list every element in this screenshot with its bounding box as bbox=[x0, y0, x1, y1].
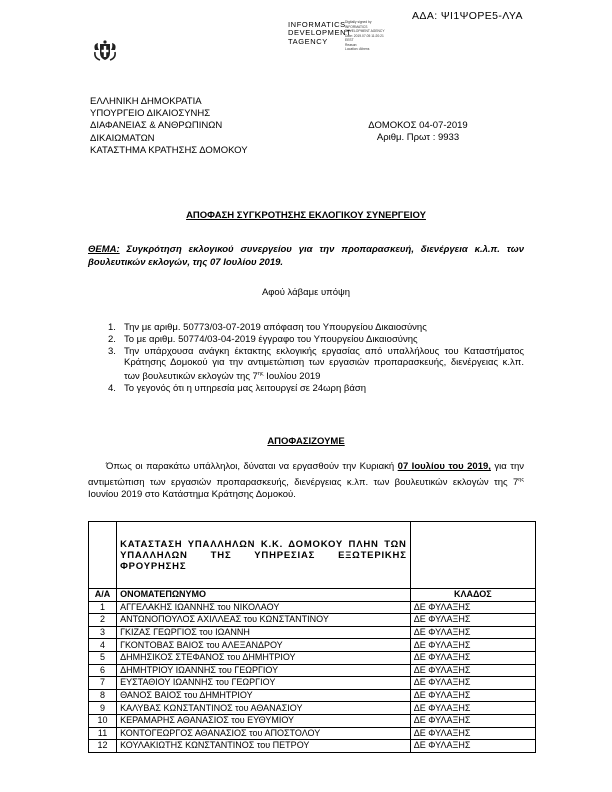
table-cell: ΔΕ ΦΥΛΑΞΗΣ bbox=[410, 740, 535, 753]
table-row bbox=[89, 614, 536, 627]
table-cell: 2 bbox=[89, 614, 117, 627]
list-item bbox=[104, 346, 524, 384]
list-item bbox=[104, 334, 524, 346]
table-cell: ΔΕ ΦΥΛΑΞΗΣ bbox=[410, 626, 535, 639]
table-cell: ΔΕ ΦΥΛΑΞΗΣ bbox=[410, 677, 535, 690]
table-row bbox=[89, 740, 536, 753]
sender-line: ΔΙΚΑΙΩΜΑΤΩΝ bbox=[90, 132, 155, 144]
table-row bbox=[89, 664, 536, 677]
list-number: 2. bbox=[108, 333, 116, 345]
table-header-row bbox=[89, 589, 536, 602]
table-cell: 11 bbox=[89, 727, 117, 740]
sender-line: ΔΙΑΦΑΝΕΙΑΣ & ΑΝΘΡΩΠΙΝΩΝ bbox=[90, 120, 223, 132]
table-cell: ΑΝΤΩΝΟΠΟΥΛΟΣ ΑΧΙΛΛΕΑΣ του ΚΩΝΣΤΑΝΤΙΝΟΥ bbox=[117, 614, 411, 627]
column-header: ΟΝΟΜΑΤΕΠΩΝΥΜΟ bbox=[117, 589, 411, 602]
list-text: Την με αριθμ. 50773/03-07-2019 απόφαση του Υπουργείου Δικαιοσύνης bbox=[124, 322, 427, 333]
table-row bbox=[89, 702, 536, 715]
greek-coat-of-arms-icon bbox=[92, 38, 118, 64]
decision-paragraph bbox=[88, 461, 524, 502]
considering-line: Αφού λάβαμε υπόψη bbox=[261, 287, 351, 298]
table-cell: ΑΓΓΕΛΑΚΗΣ ΙΩΑΝΝΗΣ του ΝΙΚΟΛΑΟΥ bbox=[117, 601, 411, 614]
table-cell: ΚΟΝΤΟΓΕΩΡΓΟΣ ΑΘΑΝΑΣΙΟΣ του ΑΠΟΣΤΟΛΟΥ bbox=[117, 727, 411, 740]
list-text: Το με αριθμ. 50774/03-04-2019 έγγραφο του Υπουργείου Δικαιοσύνης bbox=[124, 333, 418, 345]
infotag-line: DEVELOPMENT bbox=[288, 28, 352, 38]
table-cell: ΔΕ ΦΥΛΑΞΗΣ bbox=[410, 664, 535, 677]
table-cell: 5 bbox=[89, 651, 117, 664]
list-item bbox=[104, 383, 524, 395]
table-row bbox=[89, 651, 536, 664]
subject-label: ΘΕΜΑ: bbox=[88, 244, 120, 255]
table-cell: 6 bbox=[89, 664, 117, 677]
table-cell: 7 bbox=[89, 677, 117, 690]
column-header: ΚΛΑΔΟΣ bbox=[410, 589, 535, 602]
table-cell: 4 bbox=[89, 639, 117, 652]
table-cell: ΕΥΣΤΑΘΙΟΥ ΙΩΑΝΝΗΣ του ΓΕΩΡΓΙΟΥ bbox=[117, 677, 411, 690]
subject bbox=[88, 244, 524, 269]
informatics-agency-tag bbox=[288, 21, 351, 46]
table-cell: ΚΟΥΛΑΚΙΩΤΗΣ ΚΩΝΣΤΑΝΤΙΝΟΣ του ΠΕΤΡΟΥ bbox=[117, 740, 411, 753]
subject-text: Συγκρότηση εκλογικού συνεργείου για την προπαρασκευή, διενέργεια κ.λ.π. των βουλευτικών εκλογών, της 07 Ιουλίου 2019. bbox=[88, 244, 524, 268]
column-header: Α/Α bbox=[89, 589, 117, 602]
table-cell: ΔΕ ΦΥΛΑΞΗΣ bbox=[410, 614, 535, 627]
table-row bbox=[89, 639, 536, 652]
table-row bbox=[89, 714, 536, 727]
table-row bbox=[89, 727, 536, 740]
table-cell: ΔΗΜΗΤΡΙΟΥ ΙΩΑΝΝΗΣ του ΓΕΩΡΓΙΟΥ bbox=[117, 664, 411, 677]
table-row bbox=[89, 689, 536, 702]
list-text: Το γεγονός ότι η υπηρεσία μας λειτουργεί σε 24ωρη βάση bbox=[124, 383, 366, 395]
place-date: ΔΟΜΟΚΟΣ 04-07-2019 bbox=[368, 120, 468, 131]
list-number: 3. bbox=[108, 345, 116, 357]
sender-line: ΕΛΛΗΝΙΚΗ ΔΗΜΟΚΡΑΤΙΑ bbox=[90, 96, 202, 107]
table-cell: ΔΕ ΦΥΛΑΞΗΣ bbox=[410, 689, 535, 702]
paragraph-text: Όπως οι παρακάτω υπάλληλοι, δύναται να εργασθούν την Κυριακή bbox=[106, 461, 398, 472]
table-title-row bbox=[89, 522, 536, 589]
infotag-line: INFORMATICS bbox=[288, 20, 346, 29]
table-cell: 1 bbox=[89, 601, 117, 614]
table-row bbox=[89, 601, 536, 614]
table-cell: ΔΕ ΦΥΛΑΞΗΣ bbox=[410, 714, 535, 727]
sender-line: ΥΠΟΥΡΓΕΙΟ ΔΙΚΑΙΟΣΥΝΗΣ bbox=[90, 108, 211, 120]
reasons-list bbox=[104, 322, 524, 395]
table-cell bbox=[89, 522, 117, 589]
list-text: Την υπάρχουσα ανάγκη έκτακτης εκλογικής εργασίας από υπαλλήλους του Καταστήματος Κράτησης Δομοκού για την αντιμετώπιση των εργασιών προπαρασκευής, διενέργειας κ.λπ. των βουλευτικών εκλογών της $7^{\eta\varsigma}$ Ιουλίου 2019 bbox=[124, 345, 524, 383]
sender-line: ΚΑΤΑΣΤΗΜΑ ΚΡΑΤΗΣΗΣ ΔΟΜΟΚΟΥ bbox=[90, 144, 248, 156]
ada-code: ΑΔΑ: ΨΙ1ΨΟΡΕ5-ΛΥΑ bbox=[412, 10, 523, 22]
table-cell: ΔΕ ΦΥΛΑΞΗΣ bbox=[410, 727, 535, 740]
table-cell: ΚΕΡΑΜΑΡΗΣ ΑΘΑΝΑΣΙΟΣ του ΕΥΘΥΜΙΟΥ bbox=[117, 714, 411, 727]
table-cell: ΔΕ ΦΥΛΑΞΗΣ bbox=[410, 601, 535, 614]
list-number: 1. bbox=[108, 322, 116, 333]
table-cell: ΔΕ ΦΥΛΑΞΗΣ bbox=[410, 651, 535, 664]
infotag-line: TAGENCY bbox=[288, 36, 328, 46]
work-date: 07 Ιουλίου του 2019, bbox=[397, 461, 491, 472]
list-number: 4. bbox=[108, 383, 116, 395]
protocol-number: Αριθμ. Πρωτ : 9933 bbox=[376, 132, 460, 144]
table-cell: ΔΕ ΦΥΛΑΞΗΣ bbox=[410, 702, 535, 715]
document-heading: ΑΠΟΦΑΣΗ ΣΥΓΚΡΟΤΗΣΗΣ ΕΚΛΟΓΙΚΟΥ ΣΥΝΕΡΓΕΙΟΥ bbox=[186, 210, 426, 221]
table-cell: ΘΑΝΟΣ ΒΑΙΟΣ του ΔΗΜΗΤΡΙΟΥ bbox=[117, 689, 411, 702]
table-cell: 9 bbox=[89, 702, 117, 715]
date-protocol-block bbox=[358, 120, 478, 144]
table-cell: 12 bbox=[89, 740, 117, 753]
table-row bbox=[89, 677, 536, 690]
sender-block bbox=[90, 96, 248, 157]
table-cell: 3 bbox=[89, 626, 117, 639]
table-cell bbox=[410, 522, 535, 589]
table-cell: ΔΗΜΗΣΙΚΟΣ ΣΤΕΦΑΝΟΣ του ΔΗΜΗΤΡΙΟΥ bbox=[117, 651, 411, 664]
table-cell: ΔΕ ΦΥΛΑΞΗΣ bbox=[410, 639, 535, 652]
paragraph-text: για την αντιμετώπιση των εργασιών προπαρασκευής, διενέργειας κ.λπ. των βουλευτικών εκλογών της $7^{\eta\varsigma}$ Ιουνίου 2019 στο Κατάστημα Κράτησης Δομοκού. bbox=[88, 461, 525, 501]
decision-heading: ΑΠΟΦΑΣΙΖΟΥΜΕ bbox=[267, 436, 345, 447]
table-cell: 8 bbox=[89, 689, 117, 702]
table-row bbox=[89, 626, 536, 639]
table-cell: ΚΑΛΥΒΑΣ ΚΩΝΣΤΑΝΤΙΝΟΣ του ΑΘΑΝΑΣΙΟΥ bbox=[117, 702, 411, 715]
table-cell: ΓΚΟΝΤΟΒΑΣ ΒΑΙΟΣ του ΑΛΕΞΑΝΔΡΟΥ bbox=[117, 639, 411, 652]
staff-table bbox=[88, 521, 536, 753]
table-cell: ΓΚΙΖΑΣ ΓΕΩΡΓΙΟΣ του ΙΩΑΝΝΗ bbox=[117, 626, 411, 639]
table-title: ΚΑΤΑΣΤΑΣΗ ΥΠΑΛΛΗΛΩΝ Κ.Κ. ΔΟΜΟΚΟΥ ΠΛΗΝ ΤΩΝ ΥΠΑΛΛΗΛΩΝ ΤΗΣ ΥΠΗΡΕΣΙΑΣ ΕΞΩΤΕΡΙΚΗΣ ΦΡΟΥΡΗΣΗΣ bbox=[117, 522, 411, 589]
list-item bbox=[104, 322, 524, 334]
table-cell: 10 bbox=[89, 714, 117, 727]
digital-signature-block: Digitally signed by INFORMATICS DEVELOPMENT AGENCY Date: 2019.07.05 11:20:21 EEST Reason: Location: Athens bbox=[345, 20, 385, 51]
